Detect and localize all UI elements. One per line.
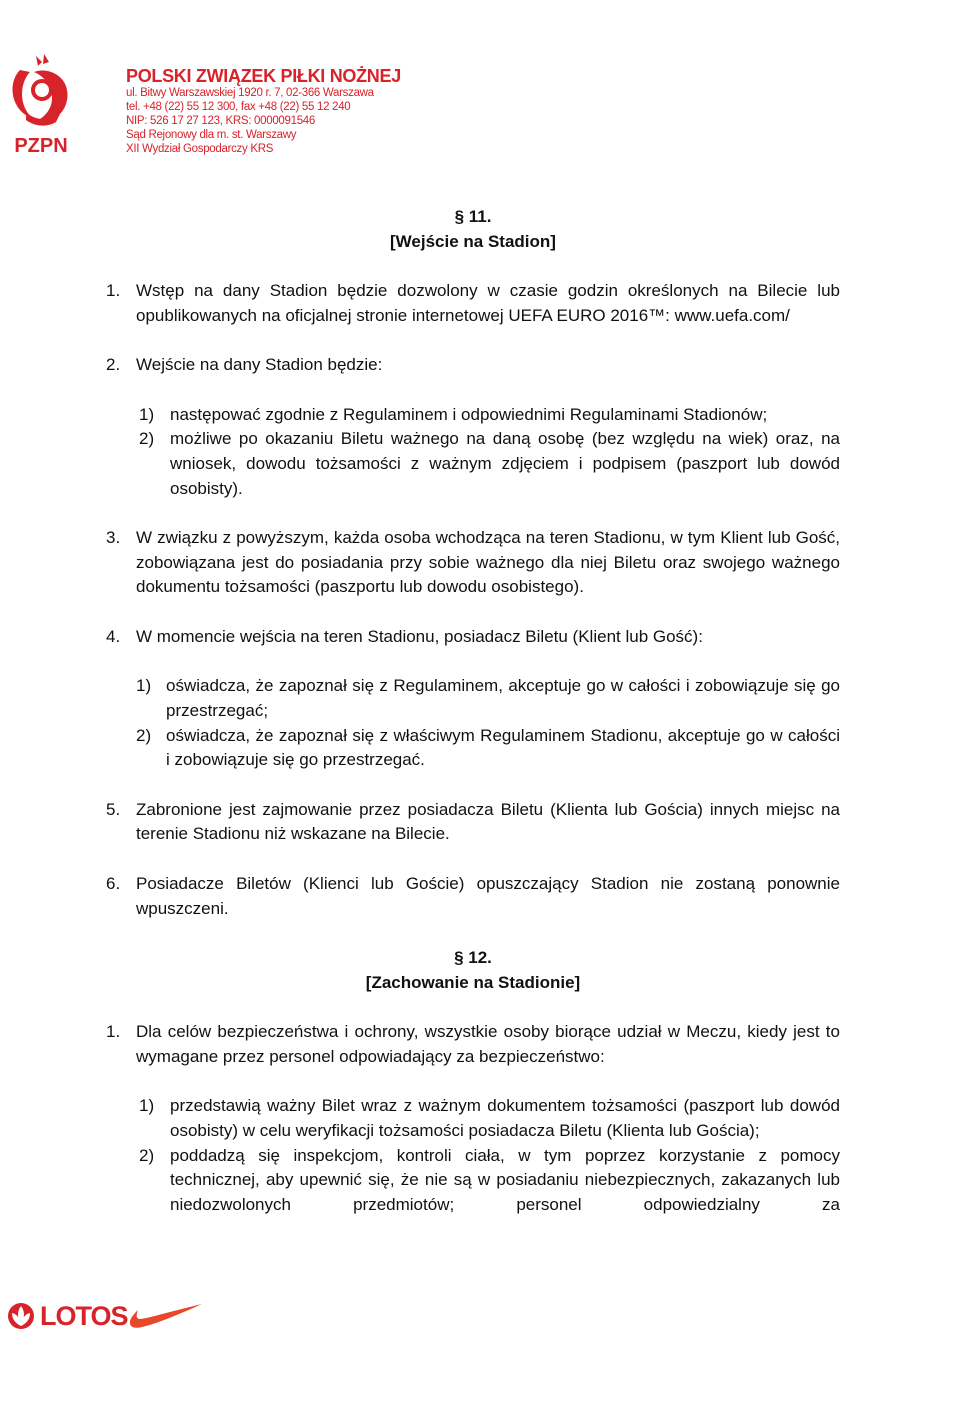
paragraph-number: 1.: [106, 281, 121, 301]
lotos-flower-icon: [6, 1301, 36, 1331]
lotos-text: LOTOS: [40, 1300, 128, 1331]
item-number: 1): [136, 676, 152, 696]
paragraph-12-1: [106, 1020, 840, 1069]
org-phone: tel. +48 (22) 55 12 300, fax +48 (22) 55 12 240: [126, 101, 351, 113]
lotos-logo: [6, 1300, 128, 1332]
paragraph-text: Wstęp na dany Stadion będzie dozwolony w czasie godzin określonych na Bilecie lub opublikowanych na oficjalnej stronie internetowej UEFA EURO 2016™: www.uefa.com/: [136, 281, 840, 325]
item-text: przedstawią ważny Bilet wraz z ważnym dokumentem tożsamości (paszport lub dowód osobisty) w celu weryfikacji tożsamości posiadacza Biletu (Klienta lub Gościa);: [170, 1096, 840, 1140]
item-number: 2): [139, 429, 155, 449]
pzpn-logo-icon: [6, 52, 76, 156]
paragraph-number: 6.: [106, 873, 121, 893]
item-text: możliwe po okazaniu Biletu ważnego na daną osobę (bez względu na wiek) oraz, na wniosek, dowodu tożsamości z ważnym zdjęciem i podpisem (paszport lub dowód osobisty).: [170, 429, 840, 498]
list-item: [139, 1094, 840, 1143]
paragraph-number: 2.: [106, 355, 121, 375]
paragraph-11-6: [106, 872, 840, 921]
list-item: [136, 724, 840, 773]
org-name: POLSKI ZWIĄZEK PIŁKI NOŻNEJ: [126, 66, 401, 86]
list-item: [139, 427, 840, 501]
item-text: oświadcza, że zapoznał się z właściwym Regulaminem Stadionu, akceptuje go w całości i zobowiązuje się go przestrzegać.: [166, 725, 840, 770]
paragraph-11-3: [106, 526, 840, 600]
section-11-number: § 11.: [454, 207, 492, 226]
paragraph-11-1: [106, 279, 840, 328]
logo-text: PZPN: [14, 135, 68, 156]
section-12-title: [Zachowanie na Stadionie]: [365, 972, 581, 992]
org-header: [126, 66, 401, 156]
item-text: poddadzą się inspekcjom, kontroli ciała, w tym poprzez korzystanie z pomocy technicznej, aby upewnić się, że nie są w posiadaniu niebezpiecznych, zakazanych lub niedozwolonych przedmiotów; personel odpowiedzialny za: [170, 1145, 840, 1214]
paragraph-11-5: [106, 798, 840, 847]
paragraph-text: W momencie wejścia na teren Stadionu, posiadacz Biletu (Klient lub Gość):: [136, 626, 703, 646]
list-item: [139, 1144, 840, 1218]
item-text: następować zgodnie z Regulaminem i odpowiednimi Regulaminami Stadionów;: [170, 404, 768, 424]
nike-swoosh-icon: [128, 1300, 204, 1332]
org-nip: NIP: 526 17 27 123, KRS: 0000091546: [126, 115, 315, 127]
paragraph-11-2: [106, 353, 840, 378]
document-body: [106, 205, 840, 1218]
section-12-number: § 12.: [454, 947, 492, 967]
paragraph-text: Posiadacze Biletów (Klienci lub Goście) opuszczający Stadion nie zostaną ponownie wpuszczeni.: [136, 873, 840, 918]
item-number: 2): [139, 1145, 155, 1165]
item-number: 2): [136, 725, 152, 745]
item-number: 1): [139, 1096, 155, 1116]
paragraph-number: 4.: [106, 626, 121, 646]
paragraph-text: Wejście na dany Stadion będzie:: [136, 355, 383, 375]
paragraph-text: Zabronione jest zajmowanie przez posiadacza Biletu (Klienta lub Gościa) innych miejsc na terenie Stadionu niż wskazane na Bilecie.: [136, 799, 840, 844]
org-address: ul. Bitwy Warszawskiej 1920 r. 7, 02-366 Warszawa: [126, 87, 374, 99]
item-text: oświadcza, że zapoznał się z Regulaminem, akceptuje go w całości i zobowiązuje się go przestrzegać;: [166, 676, 840, 720]
paragraph-text: Dla celów bezpieczeństwa i ochrony, wszystkie osoby biorące udział w Meczu, kiedy jest to wymagane przez personel odpowiadający za bezpieczeństwo:: [136, 1022, 840, 1066]
paragraph-number: 5.: [106, 799, 121, 819]
item-number: 1): [139, 404, 155, 424]
paragraph-number: 3.: [106, 528, 121, 548]
paragraph-text: W związku z powyższym, każda osoba wchodząca na teren Stadionu, w tym Klient lub Gość, zobowiązana jest do posiadania przy sobie ważnego dla niej Biletu oraz swojego ważnego dokumentu tożsamości (paszportu lub dowodu osobistego).: [136, 528, 840, 597]
paragraph-11-4: [106, 625, 840, 650]
list-item: [136, 674, 840, 723]
org-court-dept: XII Wydział Gospodarczy KRS: [126, 143, 274, 155]
list-item: [139, 403, 840, 428]
paragraph-number: 1.: [106, 1022, 121, 1042]
org-court: Sąd Rejonowy dla m. st. Warszawy: [126, 129, 297, 141]
section-11-title: [Wejście na Stadion]: [390, 231, 556, 251]
